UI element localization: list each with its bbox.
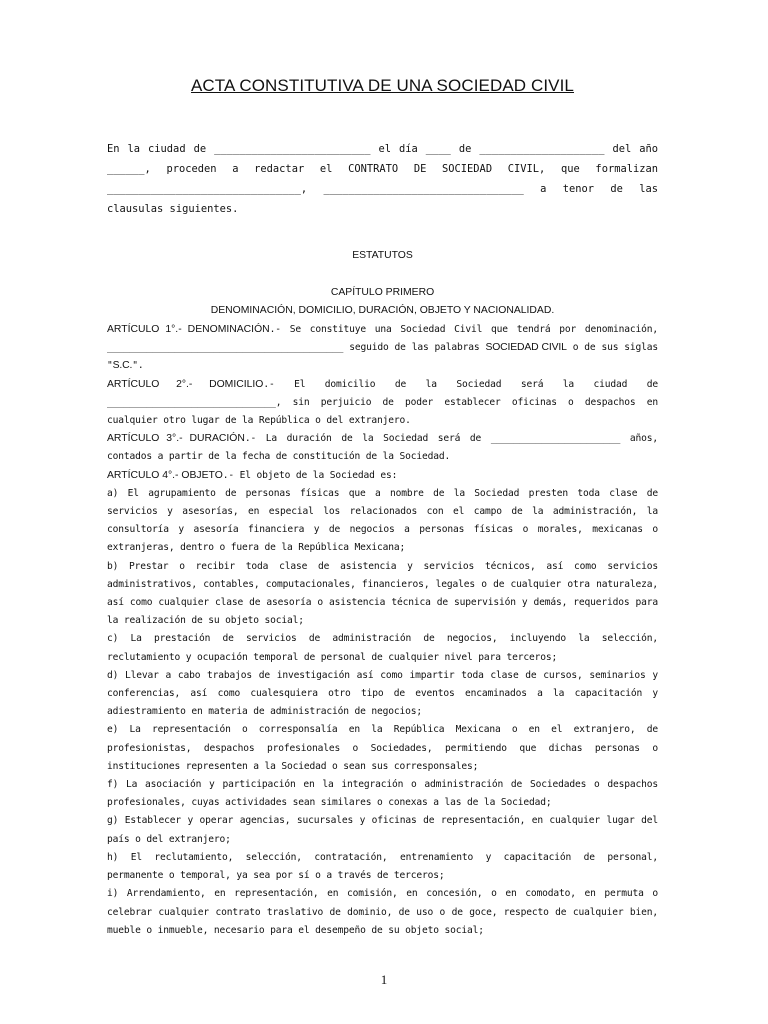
article-1-abbr: S.C. (112, 360, 133, 372)
article-1 (107, 321, 658, 376)
intro-text: En la ciudad de _________________________ el día ____ de ____________________ del año ______, proceden a redactar el CONTRATO DE SOCIEDAD CIVIL, que formalizan _______________________________, ________________________________ a tenor de las clausulas siguientes. (107, 143, 658, 215)
section-heading-estatutos: ESTATUTOS (352, 250, 413, 261)
objeto-item-i: i) Arrendamiento, en representación, en comisión, en concesión, o en comodato, en permuta o celebrar cualquier contrato traslativo de dominio, de uso o de goce, respecto de cualquier bien, mueble o inmueble, necesario para el desempeño de su objeto social; (107, 888, 658, 936)
objeto-item-e: e) La representación o corresponsalía en la República Mexicana o en el extranjero, de profesionistas, despachos profesionales o Sociedades, permitiendo que dichas personas o instituciones representen a la Sociedad o sean sus corresponsales; (107, 724, 658, 772)
chapter-heading: CAPÍTULO PRIMERO (330, 287, 435, 298)
article-2-text: .- El domicilio de la Sociedad será la ciudad de ______________________________, sin perjuicio de poder establecer oficinas o despachos en cualquier otro lugar de la República o del extranjero. (107, 378, 658, 427)
chapter-subtitle-period: . (551, 305, 555, 316)
article-1-label: ARTÍCULO 1°.- DENOMINACIÓN (107, 324, 270, 335)
objeto-item-c: c) La prestación de servicios de administración de negocios, incluyendo la selección, reclutamiento y ocupación temporal de personal de cualquier nivel para terceros; (107, 633, 658, 663)
article-3-text: .- La duración de la Sociedad será de _______________________ años, contados a partir de la fecha de constitución de la Sociedad. (107, 433, 659, 463)
intro-paragraph (107, 139, 658, 219)
article-2 (107, 376, 658, 431)
document-title: ACTA CONSTITUTIVA DE UNA SOCIEDAD CIVIL (190, 76, 574, 95)
objeto-item-b: b) Prestar o recibir toda clase de asistencia y servicios técnicos, así como servicios administrativos, contables, computacionales, financieros, legales o de cualquier otra naturaleza, así como cualquier clase de asesoría o asistencia técnica de supervisión y demás, requeridos para la realización de su objeto social; (107, 560, 658, 627)
article-4-text: .- El objeto de la Sociedad es: (222, 469, 398, 481)
article-1-text-c: ". (132, 360, 144, 372)
article-1-bold: SOCIEDAD CIVIL (485, 342, 567, 354)
article-2-label: ARTÍCULO 2°.- DOMICILIO (107, 378, 264, 390)
articles-body (107, 321, 658, 940)
objeto-item-h: h) El reclutamiento, selección, contratación, entrenamiento y capacitación de personal, permanente o temporal, ya sea por sí o a través de terceros; (107, 851, 658, 882)
article-1-text-b: o de sus siglas " (107, 342, 659, 372)
article-4-label: ARTÍCULO 4°.- OBJETO (107, 469, 223, 481)
article-3-label: ARTÍCULO 3°.- DURACIÓN (107, 433, 245, 445)
objeto-item-d: d) Llevar a cabo trabajos de investigación así como impartir toda clase de cursos, seminarios y conferencias, así como cualesquiera otro tipo de eventos encaminados a la capacitación y adiestramiento en materia de administración de negocios; (107, 669, 658, 718)
objeto-item-f: f) La asociación y participación en la integración o administración de Sociedades o despachos profesionales, cuyas actividades sean similares o conexas a las de la Sociedad; (107, 779, 658, 809)
chapter-subtitle-text: DENOMINACIÓN, DOMICILIO, DURACIÓN, OBJETO Y NACIONALIDAD (210, 305, 552, 316)
article-1-text-a: .- Se constituye una Sociedad Civil que tendrá por denominación, __________________________________________ seguido de las palabras (107, 324, 658, 354)
chapter-subtitle (107, 305, 658, 316)
article-3 (107, 430, 658, 466)
page-number: 1 (380, 972, 388, 987)
article-4 (107, 467, 658, 485)
objeto-item-a: a) El agrupamiento de personas físicas que a nombre de la Sociedad presten toda clase de servicios y asesorías, en especial los relacionados con el campo de la administración, la consultoría y asesoría financiera y de negocios a personas físicas o morales, mexicanas o extranjeras, dentro o fuera de la República Mexicana; (107, 487, 658, 554)
objeto-item-g: g) Establecer y operar agencias, sucursales y oficinas de representación, en cualquier lugar del país o del extranjero; (107, 815, 658, 845)
